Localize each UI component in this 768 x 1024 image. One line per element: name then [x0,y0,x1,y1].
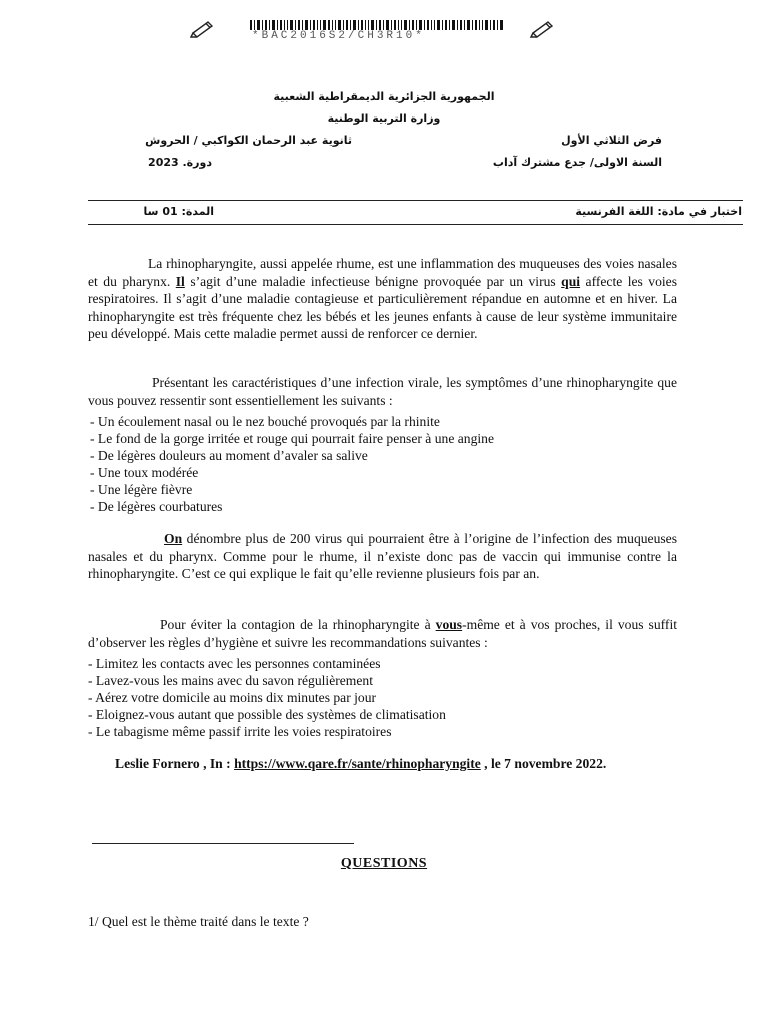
list-item: - Le tabagisme même passif irrite les voies respiratoires [88,724,392,739]
list-item: - Le fond de la gorge irritée et rouge qui pourrait faire penser à une angine [90,431,494,446]
class-level: السنة الاولى/ جدع مشترك آداب [492,156,662,169]
list-item: - Une légère fièvre [90,482,193,497]
source-author: Leslie Fornero , In : [115,756,235,771]
session-year: دورة. 2023 [148,156,212,169]
p1-part-c: affecte les voies respiratoires. Il s’agit d’une maladie contagieuse et particulièrement répandue en automne et en hiver. La rhinopharyngite est très fréquente chez les bébés et les jeunes enfants à cause de leur système immunitaire peu développé. Mais cette maladie permet aussi de renforcer ce dernier. [88,273,677,342]
p4-keyword-vous: vous [435,617,463,632]
list-item: - Limitez les contacts avec les personnes contaminées [88,656,381,671]
p1-keyword-il: Il [175,273,185,289]
symptoms-list [90,413,690,515]
section-divider [92,843,354,844]
barcode-header [190,14,570,48]
barcode-icon [250,20,504,30]
list-item: - De légères douleurs au moment d’avaler sa salive [90,448,368,463]
ministry-title: وزارة التربية الوطنية [327,112,441,125]
question-1: 1/ Quel est le thème traité dans le texte ? [88,914,309,929]
school-name: ثانوية عبد الرحمان الكواكبي / الحروش [145,134,352,147]
paragraph-2: Présentant les caractéristiques d’une infection virale, les symptômes d’une rhinopharyngite que vous pouvez ressentir sont essentiellement les suivants : [88,375,677,408]
paragraph-3 [88,530,677,583]
list-item: - De légères courbatures [90,499,223,514]
p1-part-a: La rhinopharyngite, aussi appelée rhume, est une inflammation des muqueuses des voies nasales et du pharynx. [88,256,677,289]
list-item: - Une toux modérée [90,465,199,480]
list-item: - Lavez-vous les mains avec du savon régulièrement [88,673,373,688]
p1-part-b: s’agit d’une maladie infectieuse bénigne provoquée par un virus [184,273,562,289]
list-item: - Eloignez-vous autant que possible des systèmes de climatisation [88,707,446,722]
p4-part-b: -même et à vos proches, il vous suffit d’observer les règles d’hygiène et suivre les recommandations suivantes : [88,617,677,650]
subject: اختبار في مادة: اللغة الفرنسية [575,205,742,218]
header-rule-top [88,200,743,201]
source-date: , le 7 novembre 2022. [480,756,607,771]
questions-title: QUESTIONS [340,856,428,871]
p3-keyword-on: On [164,531,183,546]
source-citation [115,756,606,772]
barcode-text: *BAC2016S2/CH3R10* [252,30,425,42]
duration: المدة: 01 سا [143,205,214,218]
paragraph-4 [88,616,677,651]
p1-keyword-qui: qui [561,273,581,289]
list-item: - Un écoulement nasal ou le nez bouché provoqués par la rhinite [90,414,440,429]
exam-name: فرض الثلاثي الأول [561,134,662,147]
advice-list [88,655,688,740]
pencil-icon [190,18,216,38]
header-rule-bottom [88,224,743,225]
p4-part-a: Pour éviter la contagion de la rhinopharyngite à [160,617,436,632]
republic-title: الجمهورية الجزائرية الديمقراطية الشعبية [273,90,495,103]
source-link[interactable]: https://www.qare.fr/sante/rhinopharyngite [234,756,481,771]
pencil-icon [530,18,556,38]
p3-rest: dénombre plus de 200 virus qui pourraient être à l’origine de l’infection des muqueuses nasales et du pharynx. Comme pour le rhume, il n’existe donc pas de vaccin qui immunise contre la rhinopharyngite. C’est ce qui explique le fait qu’elle revienne plusieurs fois par an. [88,531,677,582]
list-item: - Aérez votre domicile au moins dix minutes par jour [88,690,377,705]
paragraph-1 [88,255,677,343]
